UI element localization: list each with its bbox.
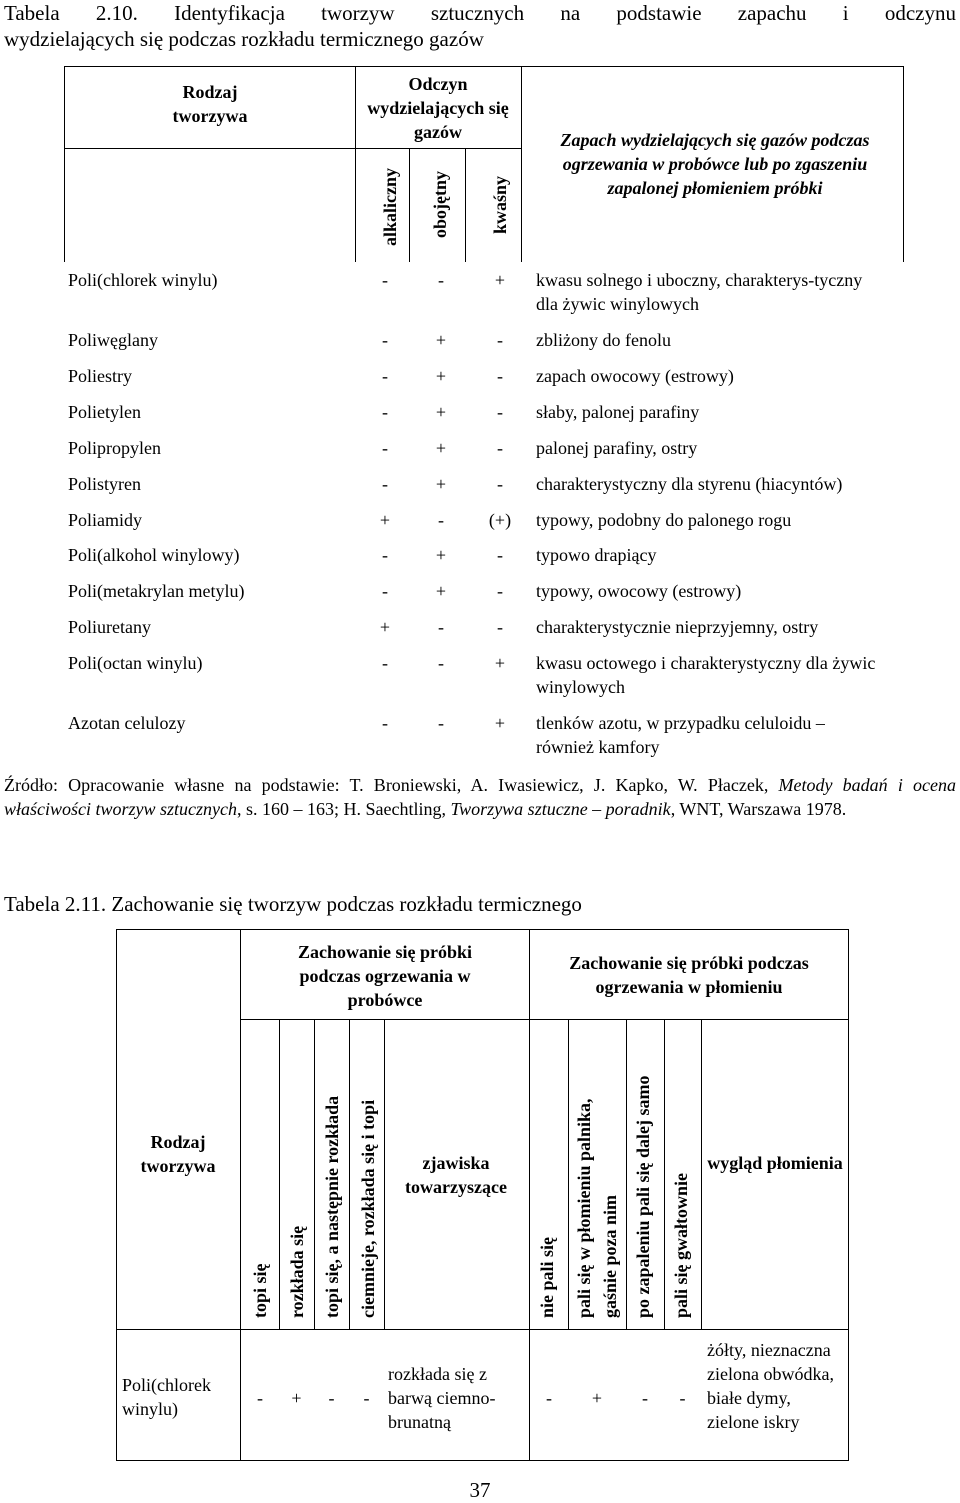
material-name: Poliwęglany <box>68 330 158 350</box>
table-row <box>68 651 898 701</box>
table-row <box>68 579 898 605</box>
neutral-mark: - <box>438 510 444 530</box>
table2-col-burns-after: po zapaleniu pali się dalej samo <box>633 1075 653 1318</box>
table2-header-material: Rodzaj tworzywa <box>140 1132 216 1176</box>
table-row <box>68 328 898 354</box>
material-name: Polipropylen <box>68 438 161 458</box>
melts-mark: - <box>257 1388 263 1408</box>
material-name: Poli(metakrylan metylu) <box>68 581 245 601</box>
neutral-mark: + <box>435 402 447 422</box>
acidic-mark: + <box>494 270 506 290</box>
table1-caption <box>4 0 956 52</box>
alkaline-mark: - <box>382 474 388 494</box>
material-name: Poli(chlorek winylu) <box>122 1375 211 1419</box>
table-row <box>68 472 898 498</box>
table1-header-reaction: Odczyn wydzielających się gazów <box>367 74 509 142</box>
table1-header-neutral: obojętny <box>430 171 450 238</box>
neutral-mark: - <box>438 713 444 733</box>
alkaline-mark: - <box>382 545 388 565</box>
alkaline-mark: - <box>382 581 388 601</box>
table-row <box>68 364 898 390</box>
source-note <box>4 773 956 821</box>
material-name: Poli(chlorek winylu) <box>68 270 218 290</box>
table-row <box>68 400 898 426</box>
neutral-mark: - <box>438 270 444 290</box>
material-name: Poli(octan winylu) <box>68 653 203 673</box>
material-name: Poli(alkohol winylowy) <box>68 545 240 565</box>
smell-description: kwasu octowego i charakterystyczny dla żywic winylowych <box>536 653 876 697</box>
table2-col-melts-then-decomp: topi się, a następnie rozkłada <box>322 1095 342 1318</box>
table2-col-darkens: ciemnieje, rozkłada się i topi <box>358 1099 378 1318</box>
smell-description: typowy, podobny do palonego rogu <box>536 510 792 530</box>
table-row <box>68 711 898 761</box>
table1-header-acidic: kwaśny <box>490 175 510 234</box>
acidic-mark: - <box>497 581 503 601</box>
neutral-mark: + <box>435 330 447 350</box>
alkaline-mark: - <box>382 270 388 290</box>
smell-description: kwasu solnego i uboczny, charakterys-tyczny dla żywic winylowych <box>536 270 863 314</box>
smell-description: charakterystyczny dla styrenu (hiacyntów) <box>536 474 843 494</box>
table2-col-flame-look: wygląd płomienia <box>707 1153 843 1173</box>
table-row <box>68 615 898 641</box>
table-row <box>68 268 898 318</box>
neutral-mark: + <box>435 581 447 601</box>
table1-header-material: Rodzaj tworzywa <box>172 82 248 126</box>
neutral-mark: - <box>438 653 444 673</box>
neutral-mark: + <box>435 438 447 458</box>
table-row <box>68 508 898 534</box>
page-number: 37 <box>469 1478 491 1502</box>
acidic-mark: - <box>497 474 503 494</box>
alkaline-mark: - <box>382 713 388 733</box>
burns-violent-mark: - <box>679 1388 686 1408</box>
neutral-mark: - <box>438 617 444 637</box>
alkaline-mark: - <box>382 366 388 386</box>
table1-header-smell: Zapach wydzielających się gazów podczas ogrzewania w probówce lub po zgaszeniu zapalonej płomieniem próbki <box>560 130 870 198</box>
source-suffix: , WNT, Warszawa 1978. <box>670 799 847 819</box>
acidic-mark: - <box>497 438 503 458</box>
table2-header-flame: Zachowanie się próbki podczas ogrzewania w płomieniu <box>569 953 809 997</box>
burns-after-mark: - <box>642 1388 648 1408</box>
neutral-mark: + <box>435 545 447 565</box>
material-name: Polistyren <box>68 474 142 494</box>
smell-description: typowo drapiący <box>536 545 657 565</box>
alkaline-mark: - <box>382 402 388 422</box>
no-burn-mark: - <box>546 1388 552 1408</box>
table1-caption-line2: wydzielających się podczas rozkładu termicznego gazów <box>4 27 484 51</box>
table2-caption: Tabela 2.11. Zachowanie się tworzyw podczas rozkładu termicznego <box>4 892 582 916</box>
smell-description: słaby, palonej parafiny <box>536 402 700 422</box>
smell-description: typowy, owocowy (estrowy) <box>536 581 742 601</box>
acidic-mark: (+) <box>488 510 512 530</box>
alkaline-mark: + <box>379 510 391 530</box>
neutral-mark: + <box>435 366 447 386</box>
source-title1: Metody badań i ocena właściwości tworzyw sztucznych <box>4 775 956 819</box>
alkaline-mark: + <box>379 617 391 637</box>
acidic-mark: - <box>497 330 503 350</box>
alkaline-mark: - <box>382 653 388 673</box>
burns-in-flame-mark: + <box>591 1388 603 1408</box>
table2-col-burns-violent: pali się gwałtownie <box>671 1172 691 1318</box>
alkaline-mark: - <box>382 330 388 350</box>
acidic-mark: - <box>497 402 503 422</box>
material-name: Azotan celulozy <box>68 713 186 733</box>
acidic-mark: + <box>494 653 506 673</box>
table-row <box>68 436 898 462</box>
acidic-mark: - <box>497 366 503 386</box>
table1-header-alkaline: alkaliczny <box>380 167 400 246</box>
smell-description: palonej parafiny, ostry <box>536 438 698 458</box>
smell-description: zbliżony do fenolu <box>536 330 671 350</box>
source-title2: Tworzywa sztuczne – poradnik <box>450 799 671 819</box>
table2-col-melts: topi się <box>250 1263 270 1318</box>
phenomena-text: rozkłada się z barwą ciemno-brunatną <box>388 1364 496 1432</box>
acidic-mark: - <box>497 617 503 637</box>
smell-description: charakterystycznie nieprzyjemny, ostry <box>536 617 819 637</box>
alkaline-mark: - <box>382 438 388 458</box>
acidic-mark: - <box>497 545 503 565</box>
table2-col-no-burn: nie pali się <box>537 1236 557 1318</box>
darkens-mark: - <box>363 1388 370 1408</box>
material-name: Polietylen <box>68 402 141 422</box>
neutral-mark: + <box>435 474 447 494</box>
source-middle: , s. 160 – 163; H. Saechtling, <box>237 799 451 819</box>
smell-description: tlenków azotu, w przypadku celuloidu – również kamfory <box>536 713 825 757</box>
smell-description: zapach owocowy (estrowy) <box>536 366 734 386</box>
melts-then-decomp-mark: - <box>328 1388 335 1408</box>
table-row <box>68 543 898 569</box>
flame-look-text: żółty, nieznaczna zielona obwódka, białe dymy, zielone iskry <box>707 1340 834 1432</box>
table2-header-tube: Zachowanie się próbki podczas ogrzewania w probówce <box>297 942 473 1010</box>
table2-col-burns-in-flame-2: gaśnie poza nim <box>600 1194 620 1318</box>
table1-caption-line1: Tabela 2.10. Identyfikacja tworzyw sztucznych na podstawie zapachu i odczynu <box>4 1 956 25</box>
decomposes-mark: + <box>291 1388 302 1408</box>
table2-col-phenomena: zjawiska towarzyszące <box>405 1153 507 1197</box>
source-prefix: Źródło: Opracowanie własne na podstawie: T. Broniewski, A. Iwasiewicz, J. Kapko, W. Płaczek, <box>4 775 779 795</box>
table2-col-decomposes: rozkłada się <box>287 1225 307 1318</box>
material-name: Poliuretany <box>68 617 151 637</box>
acidic-mark: + <box>494 713 506 733</box>
material-name: Poliamidy <box>68 510 143 530</box>
material-name: Poliestry <box>68 366 133 386</box>
table2-col-burns-in-flame-1: pali się w płomieniu palnika, <box>574 1098 594 1318</box>
